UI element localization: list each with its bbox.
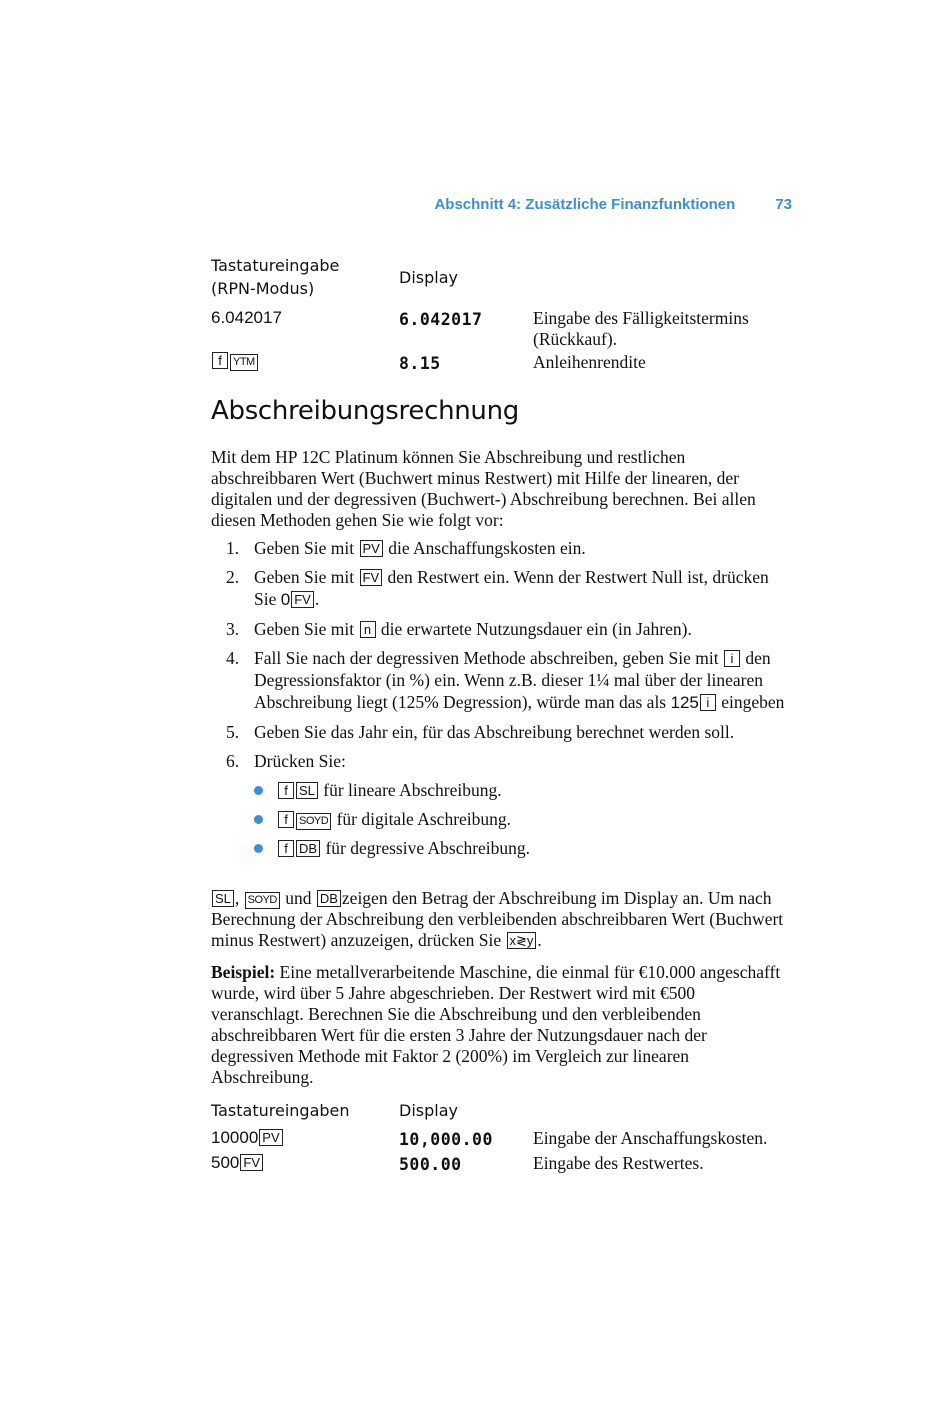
sl-key: SL <box>296 782 318 799</box>
soyd-key: SOYD <box>245 892 280 909</box>
table1-row1-input: 6.042017 <box>211 308 282 327</box>
step-text: eingeben <box>716 692 785 712</box>
table1-row1-desc: Eingabe des Fälligkeitstermins (Rückkauf). <box>533 308 749 349</box>
db-key: DB <box>317 890 341 907</box>
bullet-text: für digitale Aschreibung. <box>332 809 512 829</box>
step-text: Geben Sie mit <box>254 567 359 587</box>
step-number: 5. <box>226 722 240 742</box>
step-item <box>211 721 791 743</box>
fv-key: FV <box>240 1154 263 1171</box>
numeric-entry: 125 <box>670 693 699 712</box>
table2-row1-input <box>211 1128 284 1148</box>
table2-row2-desc: Eingabe des Restwertes. <box>533 1153 704 1173</box>
db-key: DB <box>296 840 320 857</box>
f-key: f <box>212 352 228 369</box>
numeric-entry: 500 <box>211 1153 240 1172</box>
bullet-text: für degressive Abschreibung. <box>321 838 531 858</box>
example-label: Beispiel: <box>211 962 276 982</box>
table2-col2-header: Display <box>399 1101 458 1120</box>
step-item <box>211 750 791 772</box>
bullet-list <box>211 779 791 859</box>
step-number: 3. <box>226 619 240 639</box>
table1-row2-input <box>211 352 259 371</box>
f-key: f <box>278 811 294 828</box>
step-item <box>211 647 791 714</box>
example-paragraph <box>211 962 791 1088</box>
table1-row2-display: 8.15 <box>399 354 441 373</box>
step-text: den Restwert ein. Wenn der Restwert Null ist, drücken Sie <box>254 567 769 609</box>
section-heading: Abschreibungsrechnung <box>211 396 519 426</box>
step-number: 2. <box>226 567 240 587</box>
bullet-item <box>254 837 791 859</box>
step-text: Drücken Sie: <box>254 751 346 771</box>
step-item <box>211 537 791 559</box>
intro-paragraph: Mit dem HP 12C Platinum können Sie Abschreibung und restlichen abschreibbaren Wert (Buchwert minus Restwert) mit Hilfe der linearen, der digitalen und der degressiven (Buchwert-) Abschreibung berechnen. Bei allen diesen Methoden gehen Sie wie folgt vor: <box>211 447 756 530</box>
table2-row2-input <box>211 1153 264 1173</box>
f-key: f <box>278 840 294 857</box>
connector-text: und <box>280 888 316 908</box>
bullet-item <box>254 808 791 830</box>
fv-key: FV <box>360 569 383 586</box>
page-header <box>380 196 792 213</box>
bullet-dot-icon <box>254 786 263 795</box>
pv-key: PV <box>360 540 383 557</box>
bullet-dot-icon <box>254 815 263 824</box>
bullet-text: für lineare Abschreibung. <box>318 780 502 800</box>
step-text: Geben Sie das Jahr ein, für das Abschreibung berechnet werden soll. <box>254 722 735 742</box>
table1-col1-header: Tastatureingabe (RPN-Modus) <box>211 256 340 298</box>
step-text: die erwartete Nutzungsdauer ein (in Jahren). <box>376 619 692 639</box>
n-key: n <box>360 621 376 638</box>
f-key: f <box>278 782 294 799</box>
bullet-item <box>254 779 791 801</box>
step-text: Geben Sie mit <box>254 619 359 639</box>
table2-row1-display: 10,000.00 <box>399 1130 493 1149</box>
section-title: Abschnitt 4: Zusätzliche Finanzfunktionen <box>434 196 736 213</box>
separator-text: , <box>234 888 244 908</box>
bullet-dot-icon <box>254 844 263 853</box>
step-text: Fall Sie nach der degressiven Methode abschreiben, geben Sie mit <box>254 648 723 668</box>
pv-key: PV <box>259 1129 282 1146</box>
fv-key: FV <box>291 591 314 608</box>
table1-row2-desc: Anleihenrendite <box>533 352 646 372</box>
step-number: 6. <box>226 751 240 771</box>
step-text: Geben Sie mit <box>254 538 359 558</box>
table2-row2-display: 500.00 <box>399 1155 462 1174</box>
table1-row1-display: 6.042017 <box>399 310 483 329</box>
step-item <box>211 566 791 611</box>
ytm-key: YTM <box>230 354 258 371</box>
soyd-key: SOYD <box>296 813 331 830</box>
paragraph-text: zeigen den Betrag der Abschreibung im Display an. Um nach Berechnung der Abschreibung den verbleibenden abschreibbaren Wert (Buchwert minus Restwert) anzuzeigen, drücken Sie <box>211 888 784 950</box>
numeric-entry: 0 <box>280 590 291 609</box>
step-item <box>211 618 791 640</box>
table2-row1-desc: Eingabe der Anschaffungskosten. <box>533 1128 768 1148</box>
example-text: Eine metallverarbeitende Maschine, die einmal für €10.000 angeschafft wurde, wird über 5 Jahre abgeschrieben. Der Restwert wird mit €500 veranschlagt. Berechnen Sie die Abschreibung und den verbleibenden abschreibbaren Wert für die ersten 3 Jahre der Nutzungsdauer nach der degressiven Methode mit Faktor 2 (200%) im Vergleich zur linearen Abschreibung. <box>211 962 781 1087</box>
step-number: 4. <box>226 648 240 668</box>
numeric-entry: 10000 <box>211 1128 259 1147</box>
table1-col2-header: Display <box>399 268 458 287</box>
i-key: i <box>724 650 740 667</box>
x-swap-y-key: x≷y <box>507 932 537 949</box>
step-text: die Anschaffungskosten ein. <box>383 538 586 558</box>
step-text: den Degressionsfaktor (in %) ein. Wenn z.B. dieser 1¼ mal über der linearen Abschreibung liegt (125% Degression), würde man das als <box>254 648 771 712</box>
paragraph-end: . <box>537 930 542 950</box>
result-paragraph <box>211 888 791 951</box>
step-number: 1. <box>226 538 240 558</box>
table2-col1-header: Tastatureingaben <box>211 1101 350 1120</box>
i-key: i <box>700 694 716 711</box>
step-text: . <box>314 589 320 609</box>
sl-key: SL <box>212 890 234 907</box>
page-number: 73 <box>775 196 792 213</box>
steps-list <box>211 537 791 866</box>
